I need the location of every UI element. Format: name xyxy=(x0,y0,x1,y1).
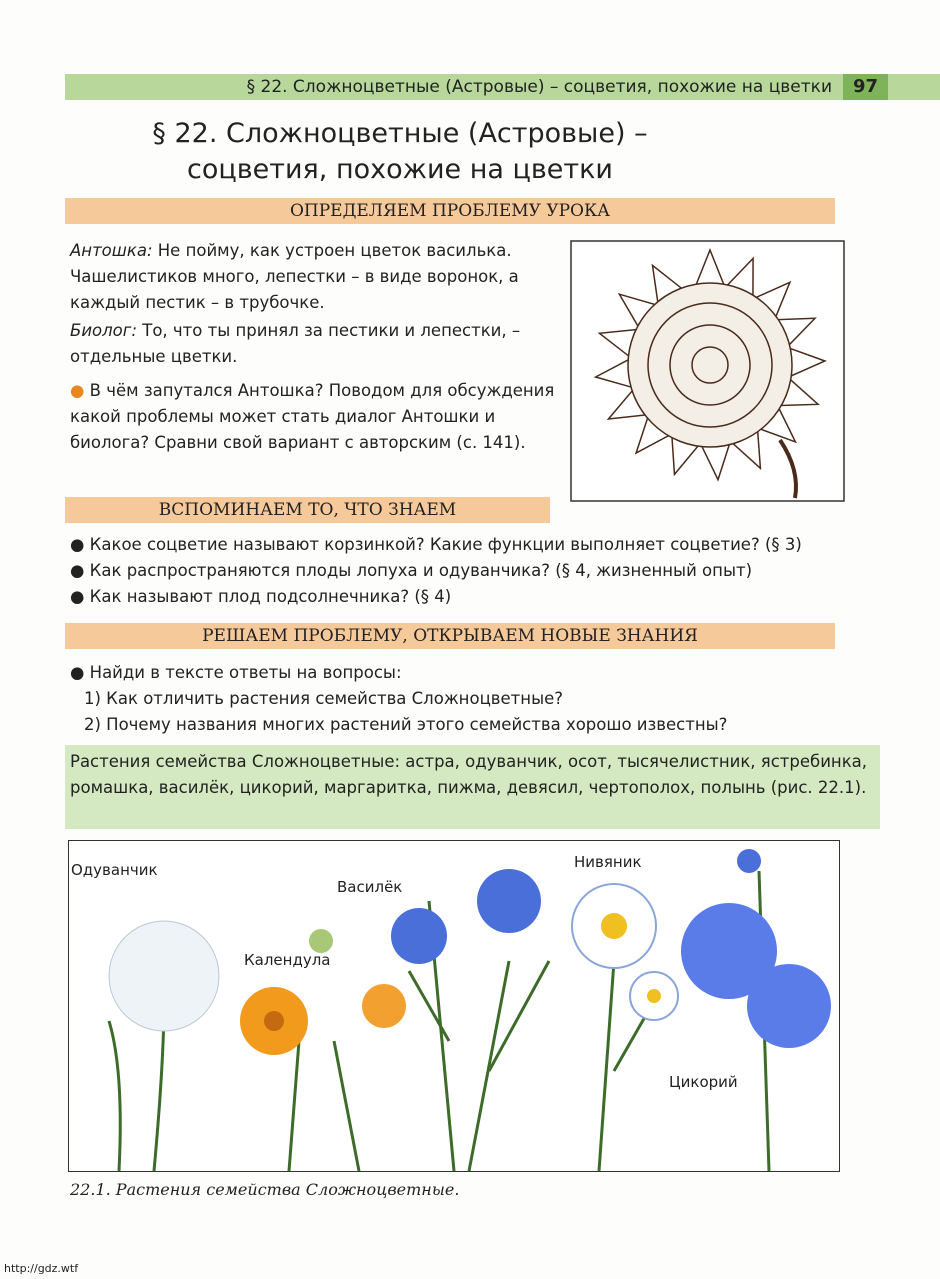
figure-plants xyxy=(68,840,840,1172)
dialog-biolog xyxy=(70,318,560,370)
list-item: ● Как называют плод подсолнечника? (§ 4) xyxy=(70,587,452,606)
page-number: 97 xyxy=(843,74,888,100)
recall-list xyxy=(70,532,870,610)
list-item: ● Как распространяются плоды лопуха и одуванчика? (§ 4, жизненный опыт) xyxy=(70,561,753,580)
label-oxeye-daisy: Нивяник xyxy=(574,853,642,871)
label-cornflower: Василёк xyxy=(337,878,403,896)
section-heading-problem: ОПРЕДЕЛЯЕМ ПРОБЛЕМУ УРОКА xyxy=(65,198,835,224)
dialog-text: То, что ты принял за пестики и лепестки, – отдельные цветки. xyxy=(70,321,521,366)
plants-illustration xyxy=(69,841,839,1171)
task: ● Найди в тексте ответы на вопросы: xyxy=(70,663,402,682)
item-text: Как распространяются плоды лопуха и одуванчика? (§ 4, жизненный опыт) xyxy=(89,561,753,580)
item-text: Какое соцветие называют корзинкой? Какие функции выполняет соцветие? (§ 3) xyxy=(89,535,802,554)
list-item: 2) Почему названия многих растений этого семейства хорошо известны? xyxy=(84,715,728,734)
page-title-line1: § 22. Сложноцветные (Астровые) – xyxy=(152,118,648,149)
section-heading-recall: ВСПОМИНАЕМ ТО, ЧТО ЗНАЕМ xyxy=(65,497,550,523)
speaker: Биолог: xyxy=(70,321,138,340)
info-box xyxy=(65,745,880,829)
dialog-text: Не пойму, как устроен цветок василька. Чашелистиков много, лепестки – в виде воронок, а каждый пестик – в трубочке. xyxy=(70,241,519,312)
footer-watermark: http://gdz.wtf xyxy=(4,1262,79,1275)
info-text: Растения семейства Сложноцветные: астра, одуванчик, осот, тысячелистник, ястребинка, ромашка, василёк, цикорий, маргаритка, пижма, девясил, чертополох, полынь (рис. 22.1). xyxy=(70,752,868,797)
list-item: 1) Как отличить растения семейства Сложноцветные? xyxy=(84,689,564,708)
task-text: Найди в тексте ответы на вопросы: xyxy=(89,663,402,682)
list-item: ● Какое соцветие называют корзинкой? Какие функции выполняет соцветие? (§ 3) xyxy=(70,535,802,554)
sunflower-illustration xyxy=(570,240,845,502)
label-calendula: Календула xyxy=(244,951,331,969)
item-text: Как называют плод подсолнечника? (§ 4) xyxy=(89,587,452,606)
figure-caption: 22.1. Растения семейства Сложноцветные. xyxy=(70,1180,460,1199)
label-chicory: Цикорий xyxy=(669,1073,738,1091)
question-text: В чём запутался Антошка? Поводом для обсуждения какой проблемы может стать диалог Антошки и биолога? Сравни свой вариант с авторским (с. 141). xyxy=(70,381,555,452)
page-title-line2: соцветия, похожие на цветки xyxy=(187,154,613,185)
task-list xyxy=(70,660,870,738)
label-dandelion: Одуванчик xyxy=(71,861,158,879)
dialog-antoshka xyxy=(70,238,560,316)
running-title: § 22. Сложноцветные (Астровые) – соцветия, похожие на цветки xyxy=(246,77,832,97)
speaker: Антошка: xyxy=(70,241,153,260)
section-heading-solve: РЕШАЕМ ПРОБЛЕМУ, ОТКРЫВАЕМ НОВЫЕ ЗНАНИЯ xyxy=(65,623,835,649)
question-bullet: ● В чём запутался Антошка? Поводом для обсуждения какой проблемы может стать диалог Антошки и биолога? Сравни свой вариант с авторским (с. 141). xyxy=(70,381,555,452)
